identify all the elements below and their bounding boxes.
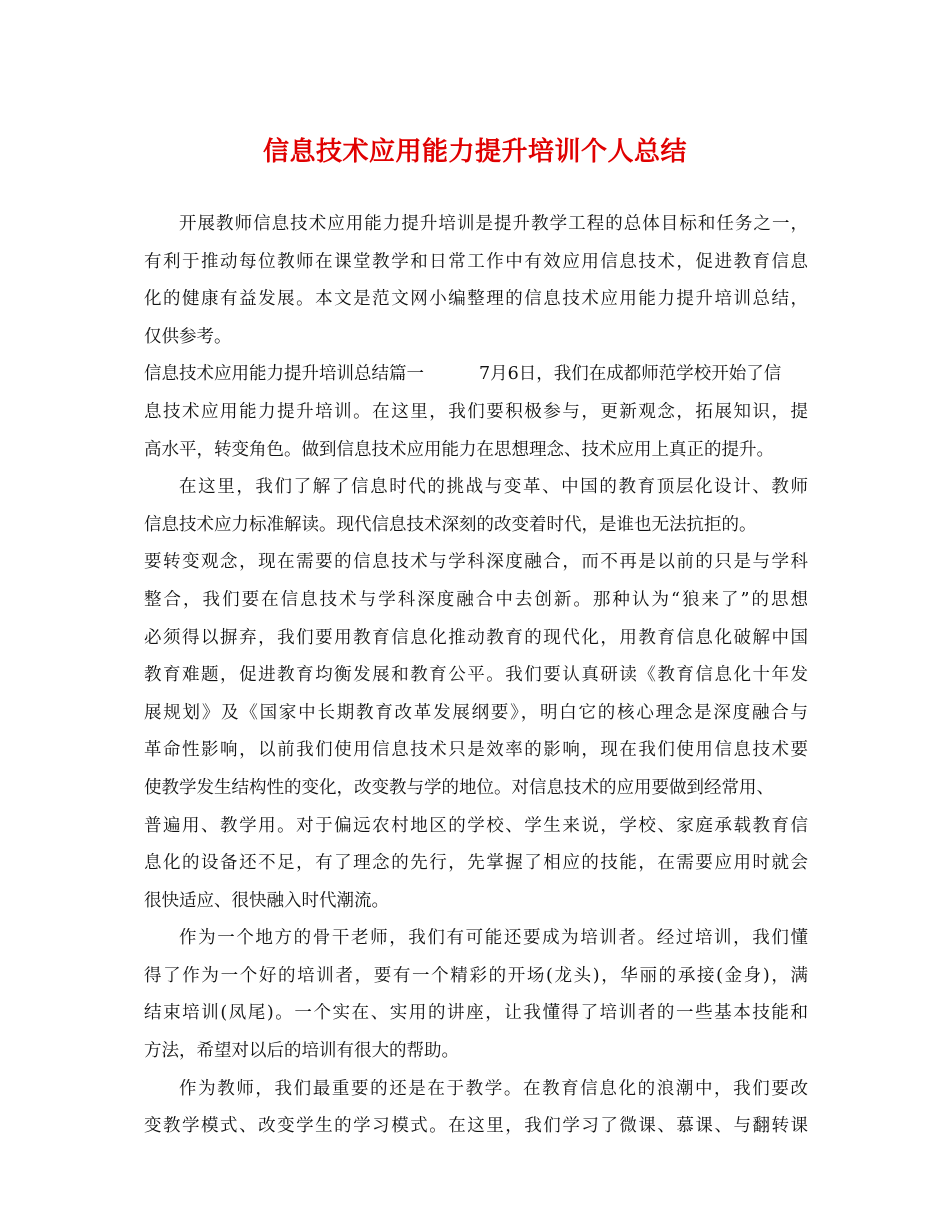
text-line: 方法，希望对以后的培训有很大的帮助。 [144, 1041, 459, 1062]
text-line: 整合，我们要在信息技术与学科深度融合中去创新。那种认为“狼来了”的思想 [144, 589, 808, 610]
text-line: 息技术应用能力提升培训。在这里，我们要积极参与，更新观念，拓展知识，提 [144, 401, 808, 422]
text-line: 开展教师信息技术应用能力提升培训是提升教学工程的总体目标和任务之一， [179, 214, 808, 234]
text-line: 高水平，转变角色。做到信息技术应用能力在思想理念、技术应用上真正的提升。 [144, 439, 774, 460]
text-line: 教育难题，促进教育均衡发展和教育公平。我们要认真研读《教育信息化十年发 [144, 665, 808, 686]
intro-paragraph [144, 206, 808, 356]
text-line: 作为教师，我们最重要的还是在于教学。在教育信息化的浪潮中，我们要改 [179, 1078, 808, 1099]
text-line: 结束培训(凤尾)。一个实在、实用的讲座，让我懂得了培训者的一些基本技能和 [144, 1003, 808, 1024]
document-body [144, 206, 808, 1146]
text-line: 很快适应、很快融入时代潮流。 [144, 890, 389, 911]
text-line: 使教学发生结构性的变化，改变教与学的地位。对信息技术的应用要做到经常用、 [144, 777, 774, 798]
body-paragraph [144, 469, 808, 920]
text-line: 在这里，我们了解了信息时代的挑战与变革、中国的教育顶层化设计、教师 [179, 477, 808, 498]
text-line: 要转变观念，现在需要的信息技术与学科深度融合，而不再是以前的只是与学科 [144, 552, 808, 573]
section-heading-rest: 7月6日，我们在成都师范学校开始了信 [479, 364, 782, 385]
text-line: 展规划》及《国家中长期教育改革发展纲要》，明白它的核心理念是深度融合与 [144, 702, 808, 723]
text-line: 信息技术应力标准解读。现代信息技术深刻的改变着时代，是谁也无法抗拒的。 [144, 514, 757, 535]
section-heading: 信息技术应用能力提升培训总结篇一 [144, 364, 424, 385]
text-line: 必须得以摒弃，我们要用教育信息化推动教育的现代化，用教育信息化破解中国 [144, 627, 808, 648]
section-heading-line [144, 356, 808, 394]
text-line: 仅供参考。 [144, 326, 232, 347]
body-paragraph [144, 920, 808, 1070]
text-line: 得了作为一个好的培训者，要有一个精彩的开场(龙头)，华丽的承接(金身)，满 [144, 965, 808, 986]
section-paragraph [144, 356, 808, 469]
text-line: 革命性影响，以前我们使用信息技术只是效率的影响，现在我们使用信息技术要 [144, 740, 808, 761]
text-line: 息化的设备还不足，有了理念的先行，先掌握了相应的技能，在需要应用时就会 [144, 853, 808, 874]
document-title: 信息技术应用能力提升培训个人总结 [262, 137, 687, 167]
text-line: 有利于推动每位教师在课堂教学和日常工作中有效应用信息技术，促进教育信息 [144, 251, 808, 272]
text-line: 普遍用、教学用。对于偏远农村地区的学校、学生来说，学校、家庭承载教育信 [144, 815, 808, 836]
text-line: 化的健康有益发展。本文是范文网小编整理的信息技术应用能力提升培训总结， [144, 289, 808, 310]
body-paragraph [144, 1071, 808, 1146]
text-line: 变教学模式、改变学生的学习模式。在这里，我们学习了微课、慕课、与翻转课 [144, 1116, 808, 1137]
text-line: 作为一个地方的骨干老师，我们有可能还要成为培训者。经过培训，我们懂 [179, 928, 808, 949]
